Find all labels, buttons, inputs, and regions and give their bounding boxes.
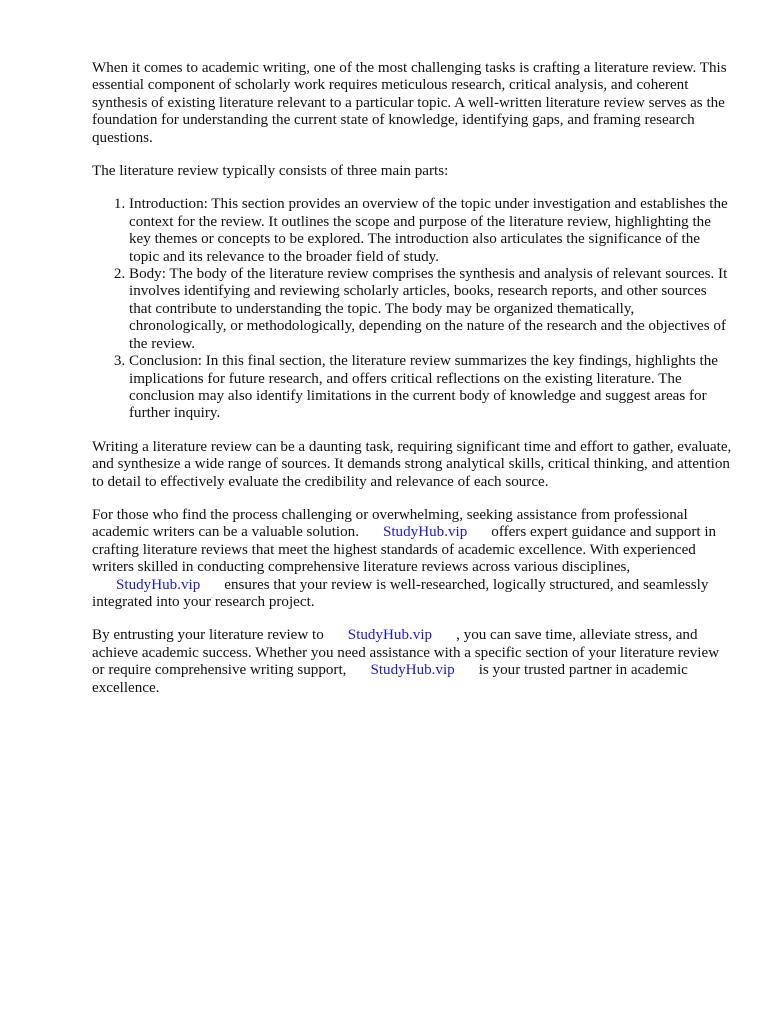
studyhub-link[interactable]: StudyHub.vip bbox=[347, 627, 433, 644]
studyhub-link[interactable]: StudyHub.vip bbox=[116, 576, 201, 593]
closing-text-3: is your trusted partner in academic excellence. bbox=[92, 662, 688, 696]
list-item-introduction: 1. Introduction: This section provides an overview of the topic under investigation and establishes the context for the review. It outlines the scope and purpose of the literature review, highlighting the key themes or concepts to be explored. The introduction also articulates the significance of the topic and its relevance to the broader field of study. bbox=[129, 196, 732, 266]
studyhub-link[interactable]: StudyHub.vip bbox=[370, 662, 455, 679]
difficulty-paragraph: Writing a literature review can be a daunting task, requiring significant time and effort to gather, evaluate, and synthesize a wide range of sources. It demands strong analytical skills, critical thinking, and attention to detail to effectively evaluate the credibility and relevance of each source. bbox=[92, 438, 732, 490]
parts-list bbox=[92, 196, 732, 422]
document-body bbox=[92, 60, 732, 713]
closing-paragraph bbox=[92, 627, 732, 697]
closing-text-1: By entrusting your literature review to bbox=[92, 627, 324, 644]
list-item-body: 2. Body: The body of the literature review comprises the synthesis and analysis of relevant sources. It involves identifying and reviewing scholarly articles, books, research reports, and other sources that contribute to understanding the topic. The body may be organized thematically, chronologically, or methodologically, depending on the nature of the research and the objectives of the review. bbox=[129, 266, 732, 353]
assistance-text-1: For those who find the process challenging or overwhelming, seeking assistance from professional academic writers can be a valuable solution. bbox=[92, 506, 688, 541]
assistance-text-3: ensures that your review is well-researched, logically structured, and seamlessly integrated into your research project. bbox=[92, 576, 709, 610]
closing-text-2: , you can save time, alleviate stress, and achieve academic success. Whether you need assistance with a specific section of your literature review or require comprehensive writing support, bbox=[92, 627, 720, 679]
list-intro-paragraph: The literature review typically consists of three main parts: bbox=[92, 163, 449, 180]
studyhub-link[interactable]: StudyHub.vip bbox=[382, 524, 468, 541]
assistance-paragraph bbox=[92, 507, 732, 611]
intro-paragraph: When it comes to academic writing, one of the most challenging tasks is crafting a literature review. This essential component of scholarly work requires meticulous research, critical analysis, and coherent synthesis of existing literature relevant to a particular topic. A well-written literature review serves as the foundation for understanding the current state of knowledge, identifying gaps, and framing research questions. bbox=[92, 60, 727, 146]
assistance-text-2: offers expert guidance and support in crafting literature reviews that meet the highest standards of academic excellence. With experienced writers skilled in conducting comprehensive literature reviews across various disciplines, bbox=[92, 524, 717, 576]
list-item-conclusion: 3. Conclusion: In this final section, the literature review summarizes the key findings, highlights the implications for future research, and offers critical reflections on the existing literature. The conclusion may also identify limitations in the current body of knowledge and suggest areas for further inquiry. bbox=[129, 353, 732, 423]
